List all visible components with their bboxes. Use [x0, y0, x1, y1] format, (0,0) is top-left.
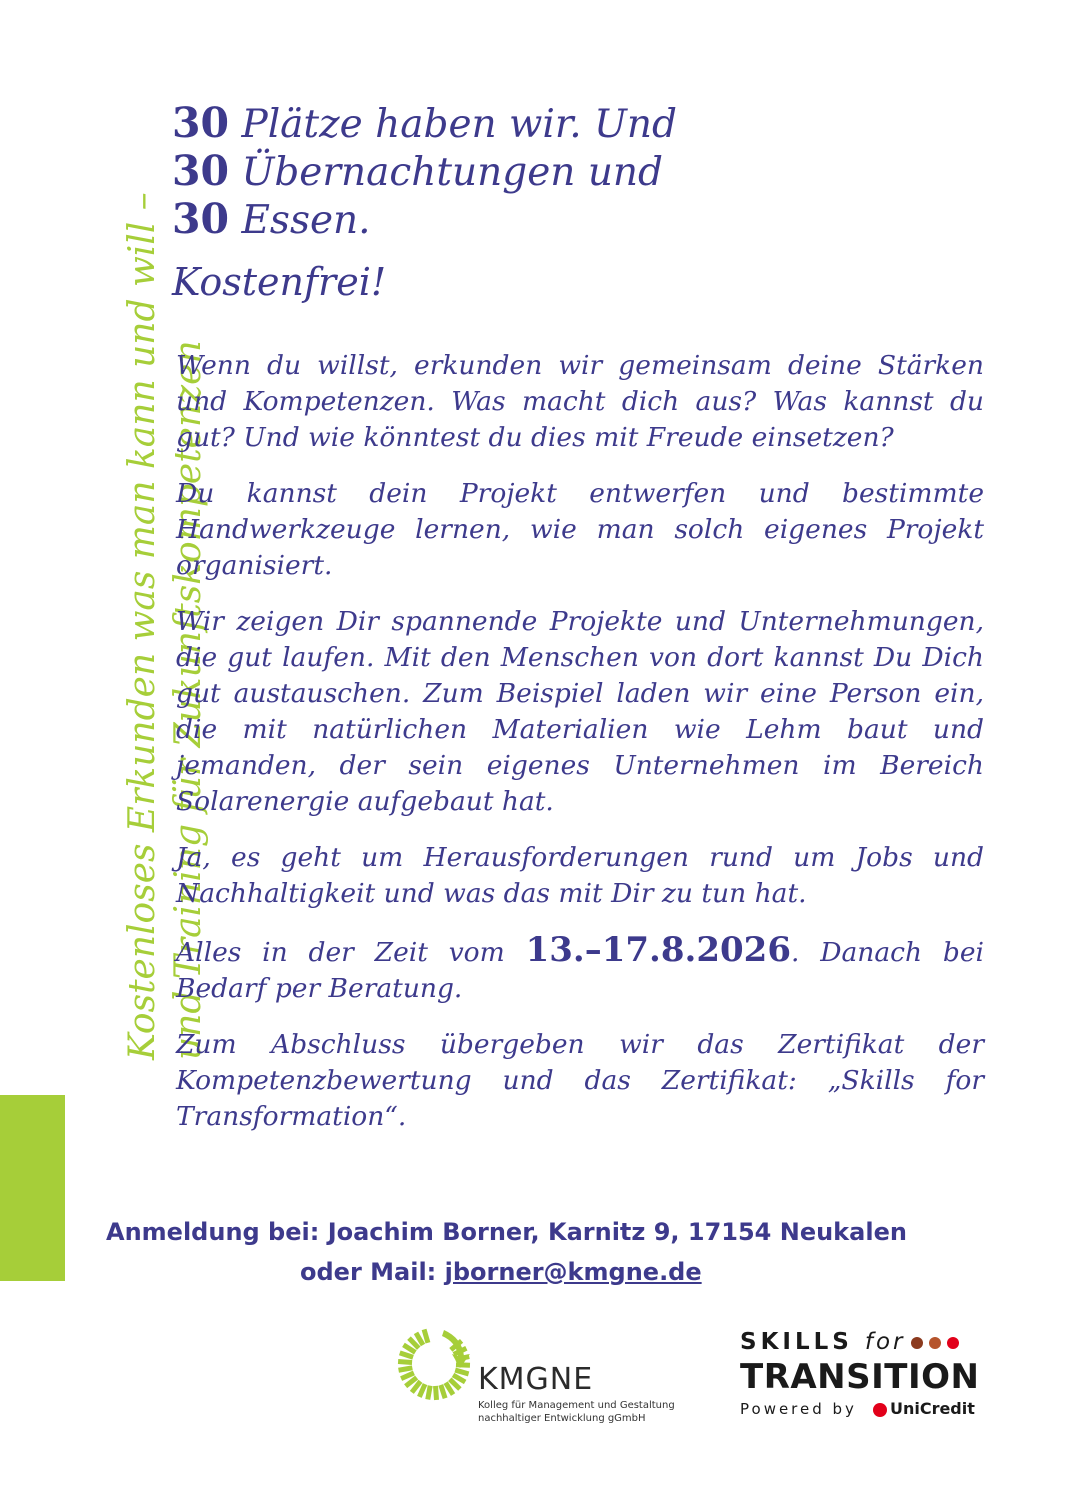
dot-icon: [947, 1337, 959, 1349]
dot-icon: [911, 1337, 923, 1349]
headline-line-3: 30 Essen.: [172, 195, 371, 243]
headline: [172, 100, 872, 244]
kmgne-ray: [436, 1386, 437, 1400]
headline-line-1: 30 Plätze haben wir. Und: [172, 99, 678, 147]
kmgne-logo: [396, 1322, 716, 1432]
kmgne-ray: [424, 1329, 428, 1342]
dot-icon: [929, 1337, 941, 1349]
paragraph-2: Du kannst dein Projekt entwerfen und bestimmte Handwerkzeuge lernen, wie man solch eigenes Projekt organisiert.: [176, 478, 984, 581]
contact-address: Anmeldung bei: Joachim Borner, Karnitz 9, 17154 Neukalen: [106, 1218, 907, 1246]
registration-contact: [106, 1212, 907, 1292]
body-text: [176, 348, 984, 1155]
event-date: 13.–17.8.2026: [525, 930, 791, 970]
headline-line-2: 30 Übernachtungen und: [172, 147, 664, 195]
kmgne-ray: [419, 1384, 425, 1397]
side-title-line-2: und Training für Zukunftskompetenzen: [168, 340, 209, 1060]
paragraph-4: Ja, es geht um Herausforderungen rund um Jobs und Nachhaltigkeit und was das mit Dir zu tun hat.: [176, 842, 984, 909]
transition-word: TRANSITION: [740, 1357, 980, 1397]
dots-icon: [905, 1329, 959, 1355]
kmgne-subtitle: Kolleg für Management und Gestaltung nachhaltiger Entwicklung gGmbH: [478, 1400, 675, 1424]
green-accent-bar: [0, 1095, 65, 1281]
paragraph-1: Wenn du willst, erkunden wir gemeinsam deine Stärken und Kompetenzen. Was macht dich aus? Was kannst du gut? Und wie könntest du dies mit Freude einsetzen?: [176, 350, 984, 453]
unicredit-icon: [873, 1403, 887, 1417]
email-link[interactable]: jborner@kmgne.de: [444, 1258, 702, 1286]
paragraph-3: Wir zeigen Dir spannende Projekte und Unternehmungen, die gut laufen. Mit den Menschen von dort kannst Du Dich gut austauschen. Zum Beispiel laden wir eine Person ein, die mit natürlichen Materialien wie Lehm baut und jemanden, der sein eigenes Unternehmen im Bereich Solarenergie aufgebaut hat.: [176, 606, 984, 817]
contact-mail-line: oder Mail: jborner@kmgne.de: [300, 1258, 702, 1286]
unicredit-logo: UniCredit: [873, 1399, 975, 1418]
kmgne-ray: [441, 1385, 445, 1398]
kmgne-ray: [401, 1373, 414, 1379]
kmgne-ray: [399, 1368, 413, 1370]
kmgne-ray: [428, 1386, 430, 1400]
kmgne-ray: [455, 1370, 468, 1374]
kmgne-ray: [398, 1361, 412, 1362]
kmgne-name: KMGNE: [478, 1362, 594, 1397]
kmgne-ray: [400, 1353, 413, 1357]
side-title-line-1: Kostenloses Erkunden was man kann und will –: [122, 192, 163, 1060]
powered-by-line: Powered by UniCredit: [740, 1399, 975, 1418]
skills-top-line: SKILLS for: [740, 1326, 980, 1358]
paragraph-6: Zum Abschluss übergeben wir das Zertifikat der Kompetenzbewertung und das Zertifikat: „Skills for Transformation“.: [176, 1029, 984, 1132]
kmgne-circle-arrow-icon: [396, 1322, 472, 1402]
paragraph-5: Alles in der Zeit vom 13.–17.8.2026. Danach bei Bedarf per Beratung.: [176, 930, 984, 1004]
kostenfrei-heading: Kostenfrei!: [172, 260, 387, 304]
skills-for-transition-logo: [740, 1326, 980, 1436]
